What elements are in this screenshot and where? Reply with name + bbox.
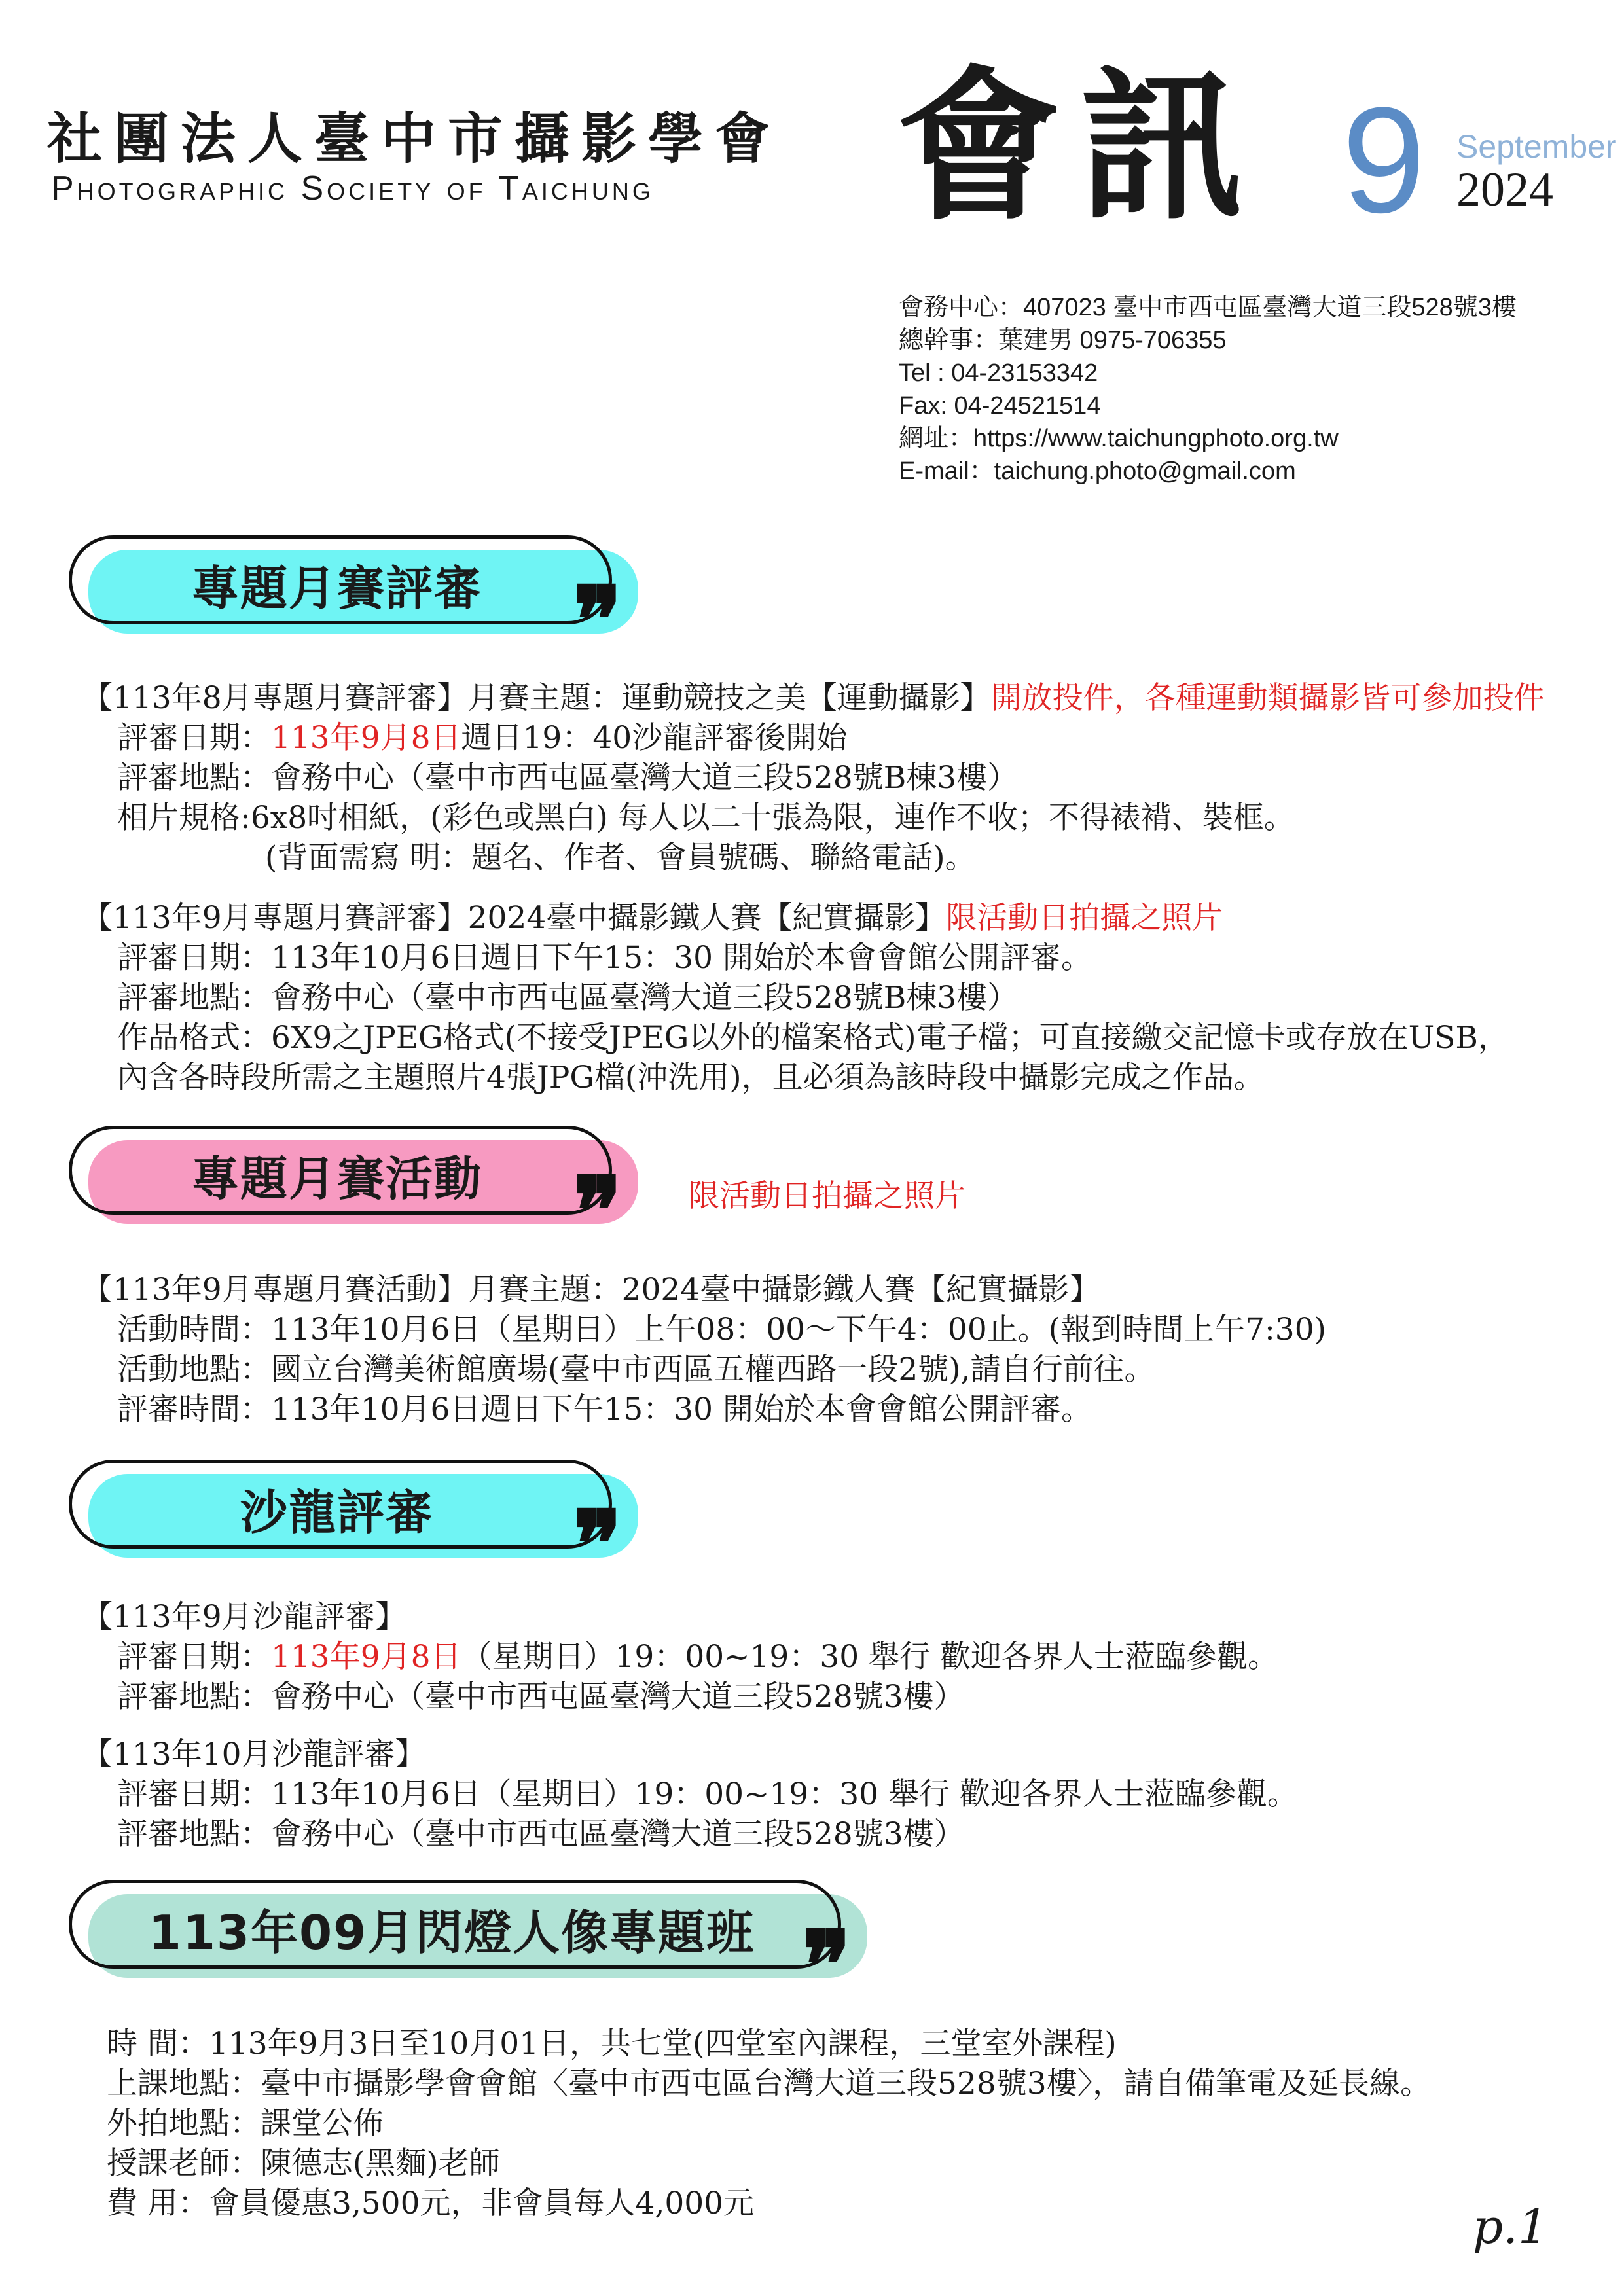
activity-heading-line: 【113年9月專題月賽活動】月賽主題：2024臺中攝影鐵人賽【紀實攝影】 xyxy=(82,1272,1100,1308)
contact-website: 網址：https://www.taichungphoto.org.tw xyxy=(899,425,1339,452)
salon-sep-date: 評審日期：113年9月8日（星期日）19：00~19：30 舉行 歡迎各界人士蒞臨參觀。 xyxy=(117,1639,1278,1675)
quote-mark-icon: ❞ xyxy=(573,567,623,674)
red-note: 開放投件，各種運動類攝影皆可參加投件 xyxy=(990,680,1545,716)
red-date: 113年9月8日 xyxy=(271,1639,461,1675)
org-name-english: Photographic Society of Taichung xyxy=(51,170,654,207)
august-judging-place: 評審地點：會務中心（臺中市西屯區臺灣大道三段528號B棟3樓） xyxy=(117,760,1019,796)
contact-tel: Tel : 04-23153342 xyxy=(899,359,1098,387)
section-header-salon-judging xyxy=(69,1460,645,1598)
contact-email: E-mail：taichung.photo@gmail.com xyxy=(899,457,1296,485)
class-teacher: 授課老師：陳德志(黑麵)老師 xyxy=(107,2145,500,2181)
issue-month-name: September xyxy=(1456,128,1617,165)
contact-block xyxy=(899,291,1517,488)
august-photo-spec-note: (背面需寫 明：題名、作者、會員號碼、聯絡電話)。 xyxy=(265,840,976,876)
activity-place: 活動地點：國立台灣美術館廣場(臺中市西區五權西路一段2號),請自行前往。 xyxy=(117,1352,1155,1388)
activity-judging-time: 評審時間：113年10月6日週日下午15：30 開始於本會會館公開評審。 xyxy=(117,1391,1092,1427)
class-venue: 上課地點：臺中市攝影學會會館〈臺中市西屯區台灣大道三段528號3樓〉，請自備筆電及延長線。 xyxy=(107,2066,1432,2102)
org-name-chinese: 社團法人臺中市攝影學會 xyxy=(47,107,782,171)
september-work-format: 作品格式：6X9之JPEG格式(不接受JPEG以外的檔案格式)電子檔；可直接繳交記憶卡或存放在USB， xyxy=(117,1020,1509,1056)
quote-mark-icon: ❞ xyxy=(573,1157,623,1265)
salon-oct-place: 評審地點：會務中心（臺中市西屯區臺灣大道三段528號3樓） xyxy=(117,1816,965,1852)
september-judging-date: 評審日期：113年10月6日週日下午15：30 開始於本會會館公開評審。 xyxy=(117,940,1092,976)
contact-fax: Fax: 04-24521514 xyxy=(899,392,1101,420)
page-number: p.1 xyxy=(1473,2199,1548,2254)
salon-oct-title: 【113年10月沙龍評審】 xyxy=(82,1736,426,1772)
salon-oct-date: 評審日期：113年10月6日（星期日）19：00~19：30 舉行 歡迎各界人士蒞臨參觀。 xyxy=(117,1776,1298,1812)
class-outdoor-location: 外拍地點：課堂公佈 xyxy=(107,2106,384,2142)
contact-secretary: 總幹事：葉建男 0975-706355 xyxy=(899,327,1227,354)
section-header-monthly-judging xyxy=(69,535,645,674)
august-heading-line: 【113年8月專題月賽評審】月賽主題：運動競技之美【運動攝影】開放投件，各種運動類攝影皆可參加投件 xyxy=(82,680,1545,716)
september-work-format-note: 內含各時段所需之主題照片4張JPG檔(沖洗用)，且必須為該時段中攝影完成之作品。 xyxy=(117,1060,1265,1096)
august-judging-date: 評審日期：113年9月8日週日19：40沙龍評審後開始 xyxy=(117,720,848,756)
august-photo-spec: 相片規格:6x8吋相紙，(彩色或黑白) 每人以二十張為限，連作不收；不得裱褙、裝框。 xyxy=(117,800,1295,836)
red-date: 113年9月8日 xyxy=(271,720,461,756)
issue-month-number: 9 xyxy=(1342,76,1426,244)
section-header-flash-portrait-class xyxy=(69,1880,874,2018)
newsletter-title: 會訊 xyxy=(897,52,1263,242)
flash-portrait-class-details xyxy=(107,2024,1431,2223)
quote-mark-icon: ❞ xyxy=(802,1911,852,2018)
contact-office: 會務中心：407023 臺中市西屯區臺灣大道三段528號3樓 xyxy=(899,294,1517,321)
quote-mark-icon: ❞ xyxy=(573,1491,623,1598)
activity-time: 活動時間：113年10月6日（星期日）上午08：00～下午4：00止。(報到時間上午7:30) xyxy=(117,1312,1326,1348)
salon-sep-place: 評審地點：會務中心（臺中市西屯區臺灣大道三段528號3樓） xyxy=(117,1679,965,1715)
section-title: 專題月賽評審 xyxy=(191,561,482,616)
salon-judging-october xyxy=(82,1734,1298,1854)
monthly-activity-september xyxy=(82,1270,1326,1429)
section-title: 113年09月閃燈人像專題班 xyxy=(148,1905,755,1960)
section-title: 專題月賽活動 xyxy=(191,1151,482,1206)
monthly-judging-august xyxy=(82,678,1545,878)
activity-red-note: 限活動日拍攝之照片 xyxy=(689,1178,965,1214)
september-judging-place: 評審地點：會務中心（臺中市西屯區臺灣大道三段528號B棟3樓） xyxy=(117,980,1019,1016)
class-fee: 費 用：會員優惠3,500元，非會員每人4,000元 xyxy=(107,2185,755,2221)
section-header-monthly-activity xyxy=(69,1126,645,1265)
section-title: 沙龍評審 xyxy=(240,1485,434,1540)
class-time: 時 間：113年9月3日至10月01日，共七堂(四堂室內課程，三堂室外課程) xyxy=(107,2026,1117,2062)
issue-year: 2024 xyxy=(1456,163,1553,217)
monthly-judging-september xyxy=(82,898,1509,1098)
salon-judging-september xyxy=(82,1597,1278,1717)
september-heading-line: 【113年9月專題月賽評審】2024臺中攝影鐵人賽【紀實攝影】限活動日拍攝之照片 xyxy=(82,900,1223,936)
red-note: 限活動日拍攝之照片 xyxy=(946,900,1223,936)
salon-sep-title: 【113年9月沙龍評審】 xyxy=(82,1599,406,1635)
